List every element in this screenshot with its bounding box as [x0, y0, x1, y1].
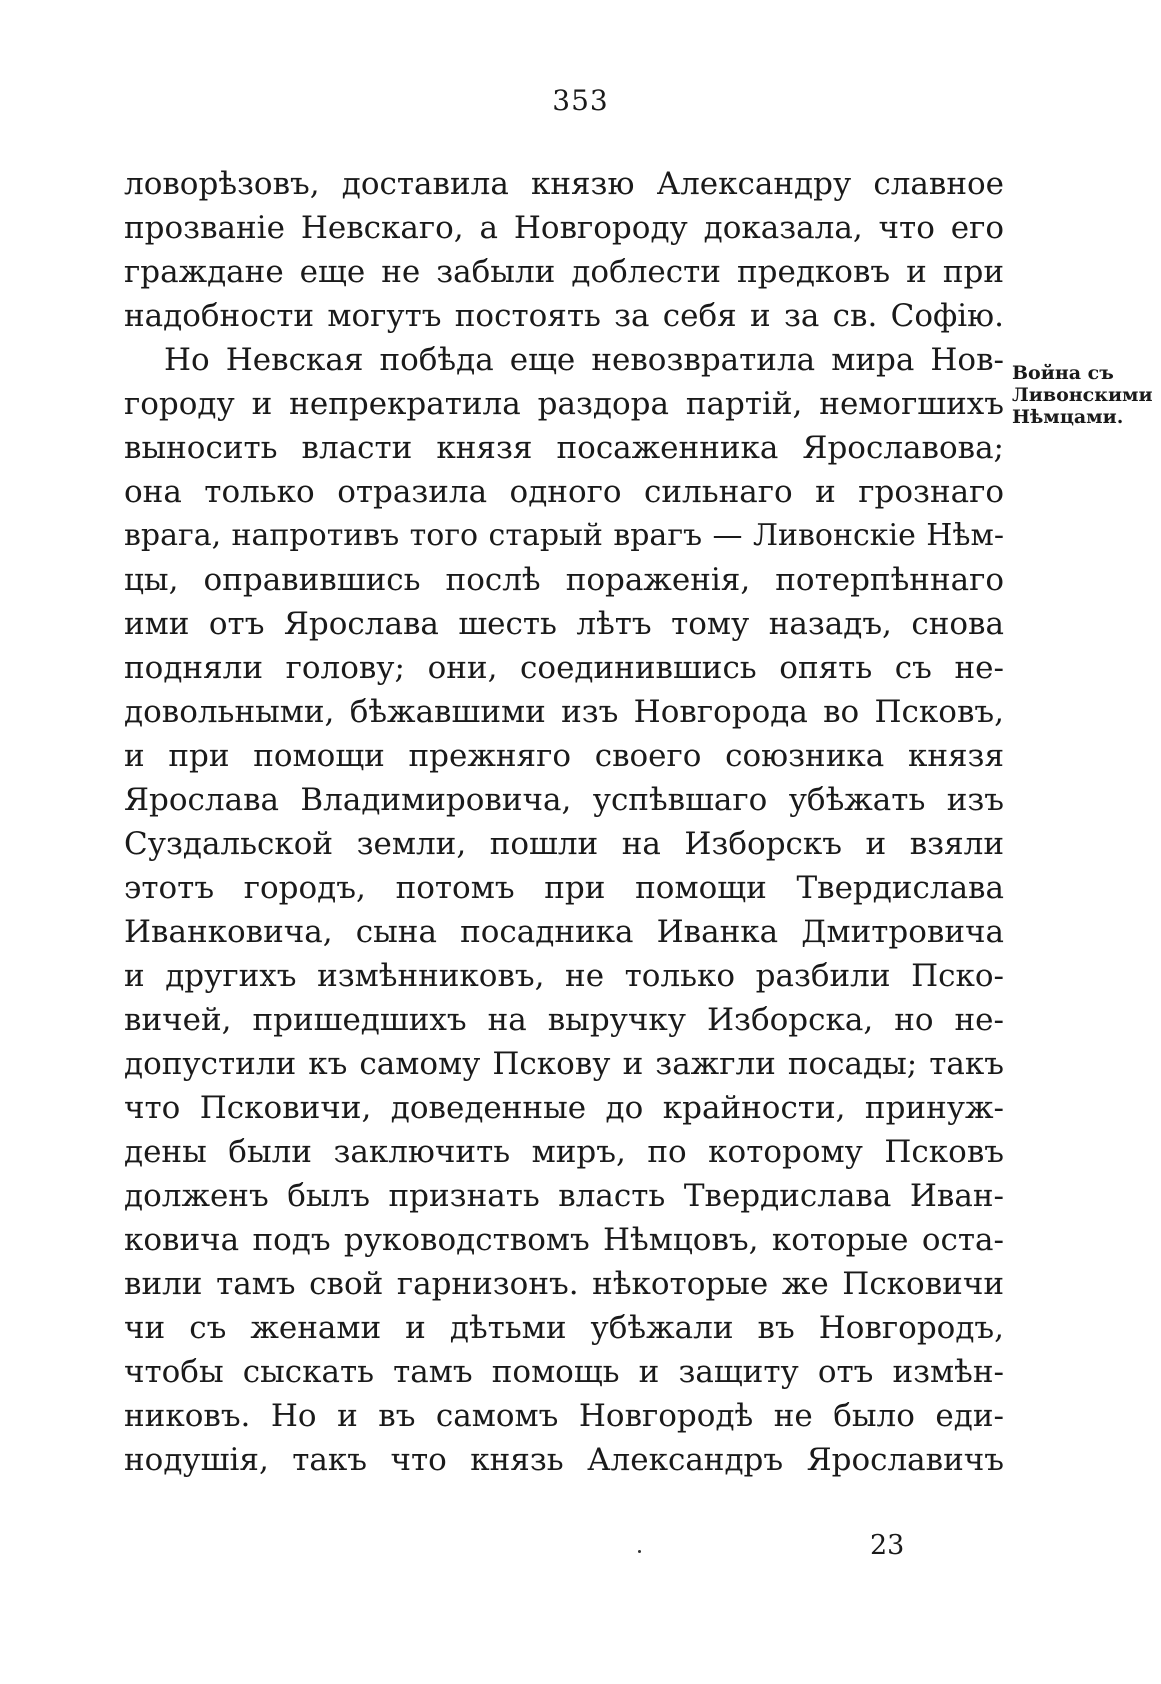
- text-line: ковича подъ руководствомъ Нѣмцовъ, которые оста-: [124, 1222, 1004, 1258]
- margin-note-line: Нѣмцами.: [1012, 406, 1124, 428]
- text-line: вичей, пришедшихъ на выручку Изборска, но не-: [124, 1002, 1004, 1038]
- text-line: и при помощи прежняго своего союзника князя: [124, 738, 1004, 774]
- text-line: Ярослава Владимировича, успѣвшаго убѣжать изъ: [124, 782, 1004, 818]
- margin-note: [1012, 362, 1157, 428]
- text-line: граждане еще не забыли доблести предковъ и при: [124, 254, 1004, 290]
- margin-note-line: Ливонскими: [1012, 384, 1153, 406]
- text-line: ими отъ Ярослава шесть лѣтъ тому назадъ, снова: [124, 606, 1004, 642]
- signature-mark: 23: [870, 1530, 905, 1561]
- text-line: дены были заключить миръ, по которому Псковъ: [124, 1134, 1004, 1170]
- text-line: вили тамъ свой гарнизонъ. нѣкоторые же Псковичи: [124, 1266, 1004, 1302]
- text-line: никовъ. Но и въ самомъ Новгородѣ не было еди-: [124, 1398, 1004, 1434]
- text-line: прозваніе Невскаго, а Новгороду доказала, что его: [124, 210, 1004, 246]
- text-line: Но Невская побѣда еще невозвратила мира Нов-: [164, 342, 1004, 378]
- text-line: и другихъ измѣнниковъ, не только разбили Пско-: [124, 958, 1004, 994]
- text-line: Иванковича, сына посадника Иванка Дмитровича: [124, 914, 1004, 950]
- text-line: городу и непрекратила раздора партій, немогшихъ: [124, 386, 1004, 422]
- margin-note-line: Война съ: [1012, 362, 1114, 384]
- text-line: врага, напротивъ того старый врагъ — Ливонскіе Нѣм-: [124, 518, 1004, 553]
- text-line: Суздальской земли, пошли на Изборскъ и взяли: [124, 826, 1004, 862]
- text-line: этотъ городъ, потомъ при помощи Твердислава: [124, 870, 1004, 906]
- text-line: она только отразила одного сильнаго и грознаго: [124, 474, 1004, 510]
- text-line: выносить власти князя посаженника Ярославова;: [124, 430, 1004, 466]
- page-number: 353: [552, 84, 609, 117]
- text-line: чтобы сыскать тамъ помощь и защиту отъ измѣн-: [124, 1354, 1004, 1390]
- text-line: допустили къ самому Пскову и зажгли посады; такъ: [124, 1046, 1004, 1082]
- text-line: нодушія, такъ что князь Александръ Ярославичъ: [124, 1442, 1004, 1478]
- text-line: что Псковичи, доведенные до крайности, принуж-: [124, 1090, 1004, 1126]
- text-line: чи съ женами и дѣтьми убѣжали въ Новгородъ,: [124, 1310, 1004, 1346]
- text-line: довольными, бѣжавшими изъ Новгорода во Псковъ,: [124, 694, 1004, 730]
- text-line: долженъ былъ признать власть Твердислава Иван-: [124, 1178, 1004, 1214]
- text-line: надобности могутъ постоять за себя и за св. Софію.: [124, 298, 1004, 334]
- text-line: ловорѣзовъ, доставила князю Александру славное: [124, 166, 1004, 202]
- ink-speck: [638, 1550, 641, 1553]
- text-line: цы, оправившись послѣ пораженія, потерпѣннаго: [124, 562, 1004, 598]
- text-line: подняли голову; они, соединившись опять съ не-: [124, 650, 1004, 686]
